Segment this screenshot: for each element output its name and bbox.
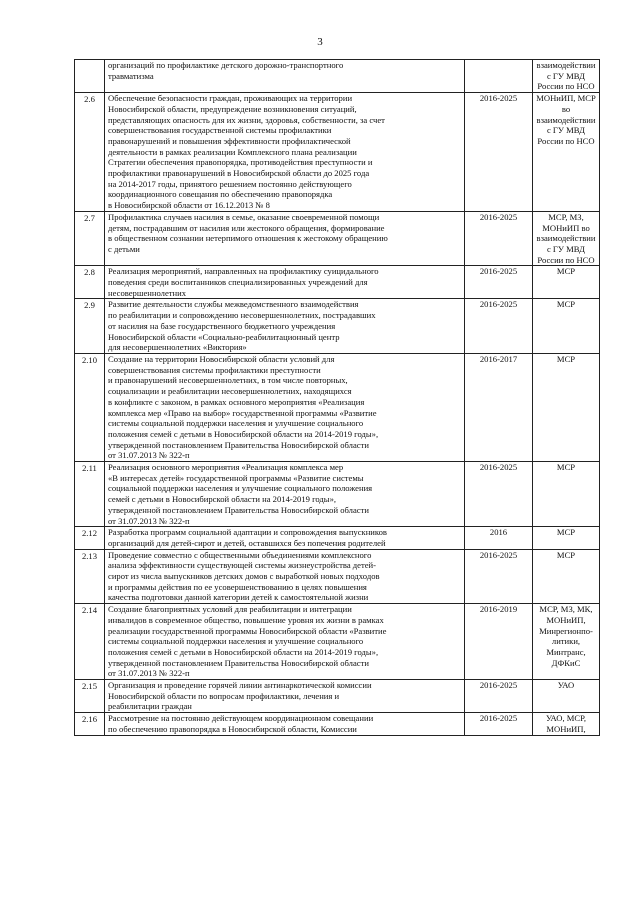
description-line: положения семей с детьми в Новосибирской области на 2014-2019 годы»,: [108, 646, 379, 657]
description-line: правонарушений и повышения эффективности профилактической: [108, 135, 351, 146]
description-line: Организация и проведение горячей линии антинаркотической комиссии: [108, 680, 372, 691]
implementation-period: 2016: [465, 527, 533, 549]
row-number: 2.13: [75, 549, 105, 604]
measure-description: [105, 211, 465, 266]
implementation-period: 2016-2025: [465, 713, 533, 735]
executor-line: МСР: [556, 353, 576, 364]
executor-line: с ГУ МВД: [546, 243, 586, 254]
implementation-period: 2016-2025: [465, 299, 533, 354]
executor-line: МСР: [556, 266, 576, 277]
description-line: организаций для детей-сирот и детей, оставшихся без попечения родителей: [108, 537, 386, 548]
row-number: 2.16: [75, 713, 105, 735]
implementation-period: 2016-2025: [465, 549, 533, 604]
measure-description: [105, 527, 465, 549]
implementation-period: 2016-2025: [465, 266, 533, 299]
executor-line: во: [561, 103, 571, 114]
executor-line: УАО: [557, 680, 575, 691]
responsible-executors: [533, 60, 600, 93]
description-line: социальной поддержки населения и улучшение социального положения: [108, 483, 373, 494]
description-line: организаций по профилактике детского дорожно-транспортного: [108, 60, 344, 70]
executor-line: Минрегионпо-: [539, 625, 593, 636]
implementation-period: 2016-2025: [465, 211, 533, 266]
responsible-executors: [533, 93, 600, 212]
description-line: Проведение совместно с общественными объединениями комплексного: [108, 549, 372, 560]
description-line: системы социальной поддержки населения и улучшение социального: [108, 636, 364, 647]
row-number: 2.8: [75, 266, 105, 299]
description-line: инвалидов в современное общество, повышение уровня их жизни в рамках: [108, 614, 384, 625]
executor-line: МОНиИП во: [542, 222, 590, 233]
description-line: координационного совещания по обеспечению правопорядка: [108, 189, 333, 200]
description-line: «В интересах детей» государственной программы «Развитие системы: [108, 472, 364, 483]
description-line: деятельности в рамках реализации Комплексного плана реализации: [108, 146, 357, 157]
description-line: утвержденной постановлением Правительства Новосибирской области: [108, 439, 369, 450]
description-line: утвержденной постановлением Правительства Новосибирской области: [108, 504, 369, 515]
measure-description: [105, 60, 465, 93]
executor-line: России по НСО: [537, 135, 595, 146]
executor-line: России по НСО: [537, 254, 595, 265]
description-line: совершенствования государственной системы профилактики: [108, 125, 332, 136]
description-line: Реализация основного мероприятия «Реализация комплекса мер: [108, 462, 344, 473]
measure-description: [105, 462, 465, 527]
description-line: Рассмотрение на постоянно действующем координационном совещании: [108, 713, 374, 724]
implementation-period: 2016-2025: [465, 93, 533, 212]
measure-description: [105, 353, 465, 461]
responsible-executors: [533, 527, 600, 549]
table-row: [75, 680, 600, 713]
table-row: [75, 604, 600, 680]
description-line: реабилитации граждан: [108, 701, 192, 712]
executor-line: с ГУ МВД: [546, 125, 586, 136]
table-row: [75, 527, 600, 549]
executor-line: МОНиИП,: [546, 723, 586, 734]
measures-table: [74, 59, 600, 736]
description-line: в конфликте с законом, в рамках основного мероприятия «Реализация: [108, 396, 365, 407]
row-number: 2.6: [75, 93, 105, 212]
description-line: поведения среди воспитанников специализированных учреждений для: [108, 277, 368, 288]
description-line: и правонарушений несовершеннолетних, в том числе повторных,: [108, 375, 348, 386]
description-line: представляющих опасность для их жизни, здоровья, собственности, за счет: [108, 114, 385, 125]
description-line: сирот из числа выпускников детских домов с выработкой новых подходов: [108, 571, 380, 582]
executor-line: взаимодействии: [536, 233, 596, 244]
executor-line: МСР: [556, 549, 576, 560]
description-line: от 31.07.2013 № 322-п: [108, 450, 190, 461]
description-line: качества подготовки данной категории детей к самостоятельной жизни: [108, 592, 369, 603]
executor-line: Минтранс,: [546, 646, 586, 657]
row-number: 2.9: [75, 299, 105, 354]
executor-line: взаимодействии: [536, 114, 596, 125]
description-line: утвержденной постановлением Правительства Новосибирской области: [108, 657, 369, 668]
table-row: [75, 353, 600, 461]
responsible-executors: [533, 713, 600, 735]
table-row: [75, 266, 600, 299]
description-line: от 31.07.2013 № 322-п: [108, 668, 190, 679]
responsible-executors: [533, 266, 600, 299]
responsible-executors: [533, 299, 600, 354]
responsible-executors: [533, 604, 600, 680]
description-line: Профилактика случаев насилия в семье, оказание своевременной помощи: [108, 211, 380, 222]
executor-line: ДФКиС: [551, 657, 581, 668]
measure-description: [105, 93, 465, 212]
measure-description: [105, 266, 465, 299]
executor-line: литики,: [551, 636, 581, 647]
description-line: социализации и реабилитации несовершеннолетних, находящихся: [108, 386, 352, 397]
measure-description: [105, 604, 465, 680]
description-line: Стратегии обеспечения правопорядка, противодействия преступности и: [108, 157, 373, 168]
responsible-executors: [533, 680, 600, 713]
table-row: [75, 211, 600, 266]
description-line: реализации государственной программы Новосибирской области «Развитие: [108, 625, 387, 636]
description-line: травматизма: [108, 70, 154, 81]
responsible-executors: [533, 462, 600, 527]
table-row: [75, 549, 600, 604]
description-line: Новосибирской области по вопросам профилактики, лечения и: [108, 690, 340, 701]
executor-line: России по НСО: [537, 81, 595, 92]
description-line: положения семей с детьми в Новосибирской области на 2014-2019 годы»,: [108, 428, 379, 439]
executor-line: МСР: [556, 527, 576, 538]
measure-description: [105, 549, 465, 604]
implementation-period: 2016-2019: [465, 604, 533, 680]
description-line: Разработка программ социальной адаптации и сопровождения выпускников: [108, 527, 387, 538]
executor-line: УАО, МСР,: [546, 713, 586, 724]
description-line: на 2014-2017 годы, принятого решением постоянно действующего: [108, 178, 352, 189]
description-line: по реабилитации и сопровождению несовершеннолетних, пострадавших: [108, 310, 376, 321]
measure-description: [105, 299, 465, 354]
measure-description: [105, 713, 465, 735]
row-number: 2.7: [75, 211, 105, 266]
description-line: Обеспечение безопасности граждан, проживающих на территории: [108, 93, 353, 104]
description-line: несовершеннолетних: [108, 287, 187, 298]
measure-description: [105, 680, 465, 713]
description-line: комплекса мер «Право на выбор» государственной программы «Развитие: [108, 407, 377, 418]
row-number: 2.11: [75, 462, 105, 527]
description-line: в общественном сознании нетерпимого отношения к жестокому обращению: [108, 233, 388, 244]
executor-line: МСР, МЗ, МК,: [539, 604, 593, 615]
table-row: [75, 93, 600, 212]
table-row: [75, 299, 600, 354]
responsible-executors: [533, 211, 600, 266]
implementation-period: 2016-2025: [465, 680, 533, 713]
description-line: совершенствования системы профилактики преступности: [108, 364, 321, 375]
description-line: Реализация мероприятий, направленных на профилактику суицидального: [108, 266, 379, 277]
description-line: Создание благоприятных условий для реабилитации и интеграции: [108, 604, 352, 615]
row-number: 2.12: [75, 527, 105, 549]
executor-line: МОНиИП,: [546, 614, 586, 625]
executor-line: с ГУ МВД: [546, 70, 586, 81]
description-line: для несовершеннолетних «Виктория»: [108, 342, 247, 353]
description-line: от насилия на базе государственного бюджетного учреждения: [108, 320, 336, 331]
responsible-executors: [533, 549, 600, 604]
page-number: 3: [317, 36, 323, 48]
row-number: 2.10: [75, 353, 105, 461]
responsible-executors: [533, 353, 600, 461]
table-row: [75, 462, 600, 527]
table-row: [75, 713, 600, 735]
executor-line: МСР: [556, 299, 576, 310]
description-line: от 31.07.2013 № 322-п: [108, 515, 190, 526]
executor-line: МСР: [556, 462, 576, 473]
description-line: семей с детьми в Новосибирской области на 2014-2019 годы»,: [108, 494, 337, 505]
description-line: с детьми: [108, 243, 140, 254]
measures-table-body: [75, 60, 600, 736]
description-line: профилактики правонарушений в Новосибирской области до 2025 года: [108, 168, 370, 179]
description-line: Развитие деятельности службы межведомственного взаимодействия: [108, 299, 359, 310]
description-line: по обеспечению правопорядка в Новосибирской области, Комиссии: [108, 723, 357, 734]
implementation-period: 2016-2025: [465, 462, 533, 527]
description-line: Новосибирской области «Социально-реабилитационный центр: [108, 331, 340, 342]
description-line: и программы действия по ее усовершенствованию в целях повышения: [108, 581, 367, 592]
description-line: в Новосибирской области от 16.12.2013 № 8: [108, 200, 270, 211]
executor-line: МОНиИП, МСР: [536, 93, 596, 104]
implementation-period: [465, 60, 533, 93]
implementation-period: 2016-2017: [465, 353, 533, 461]
row-number: 2.14: [75, 604, 105, 680]
table-row: [75, 60, 600, 93]
description-line: детям, пострадавшим от насилия или жестокого обращения, формирование: [108, 222, 385, 233]
description-line: анализа эффективности существующей системы жизнеустройства детей-: [108, 560, 377, 571]
description-line: Новосибирской области, предупреждение возникновения ситуаций,: [108, 103, 357, 114]
row-number: [75, 60, 105, 93]
row-number: 2.15: [75, 680, 105, 713]
executor-line: взаимодействии: [536, 60, 596, 70]
executor-line: МСР, МЗ,: [548, 211, 584, 222]
description-line: Создание на территории Новосибирской области условий для: [108, 353, 335, 364]
description-line: системы социальной поддержки населения и улучшение социального: [108, 418, 364, 429]
